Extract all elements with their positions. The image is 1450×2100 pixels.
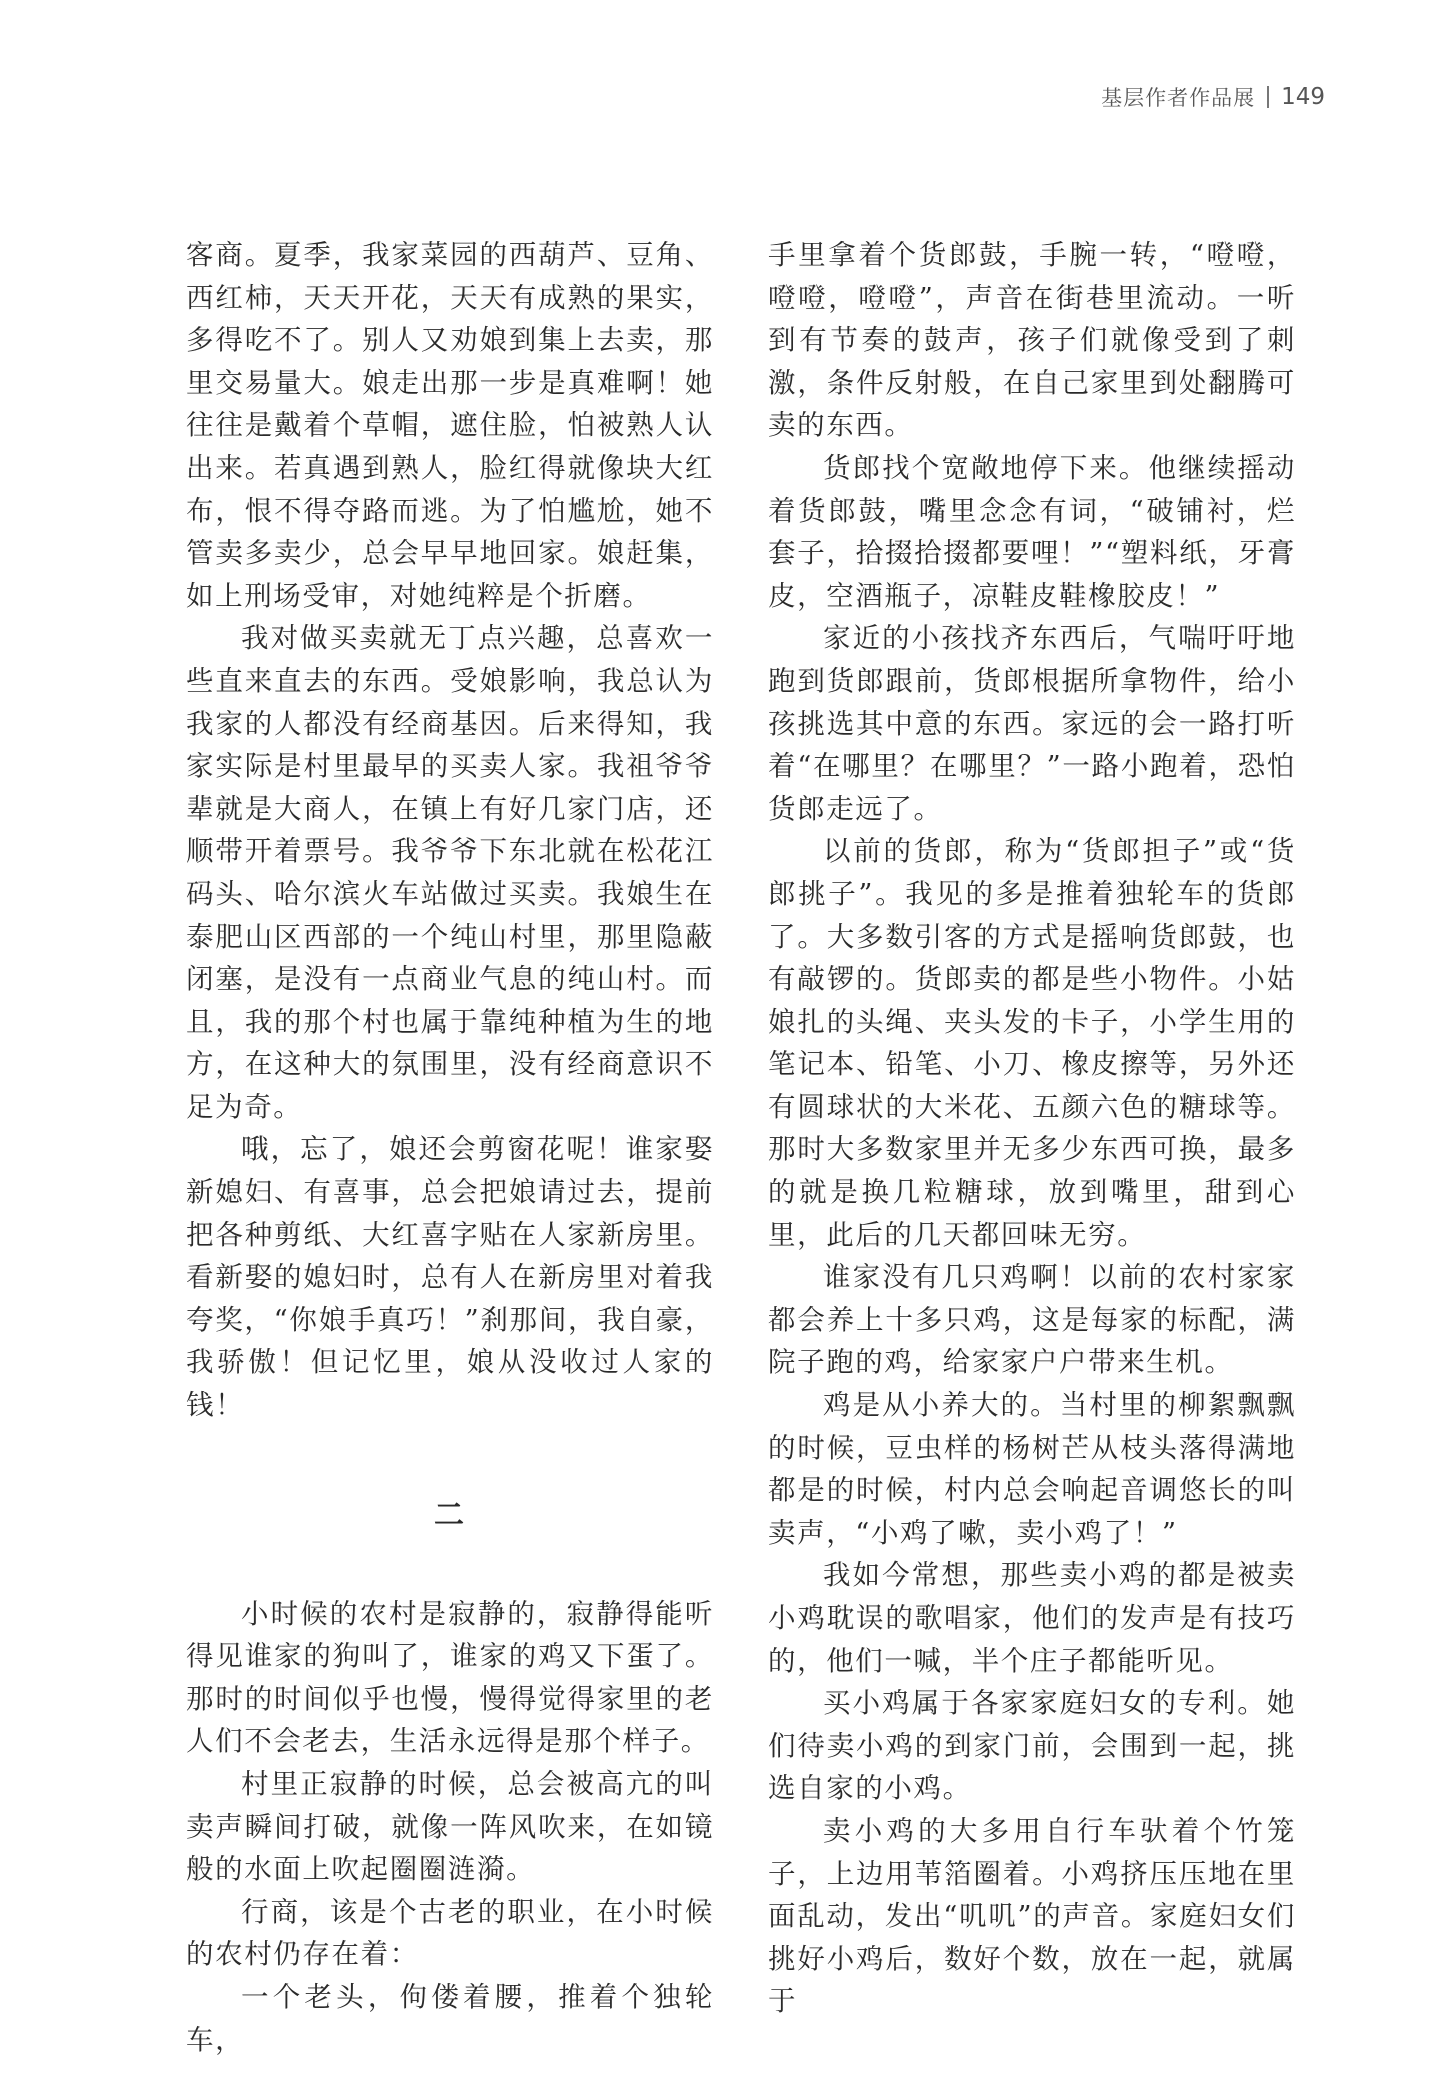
left-column bbox=[186, 234, 714, 2061]
paragraph: 货郎找个宽敞地停下来。他继续摇动着货郎鼓，嘴里念念有词，“破铺衬，烂套子，拾掇拾掇都要哩！”“塑料纸，牙膏皮，空酒瓶子，凉鞋皮鞋橡胶皮！” bbox=[768, 451, 1296, 612]
section-heading: 二 bbox=[434, 1497, 466, 1533]
paragraph: 卖小鸡的大多用自行车驮着个竹笼子，上边用苇箔圈着。小鸡挤压压地在里面乱动，发出“叽叽”的声音。家庭妇女们挑好小鸡后，数好个数，放在一起，就属于 bbox=[768, 1814, 1296, 2018]
paragraph: 我如今常想，那些卖小鸡的都是被卖小鸡耽误的歌唱家，他们的发声是有技巧的，他们一喊，半个庄子都能听见。 bbox=[768, 1559, 1296, 1677]
paragraph: 小时候的农村是寂静的，寂静得能听得见谁家的狗叫了，谁家的鸡又下蛋了。那时的时间似乎也慢，慢得觉得家里的老人们不会老去，生活永远得是那个样子。 bbox=[186, 1597, 714, 1758]
paragraph: 买小鸡属于各家家庭妇女的专利。她们待卖小鸡的到家门前，会围到一起，挑选自家的小鸡。 bbox=[768, 1687, 1296, 1805]
header-divider bbox=[1267, 86, 1269, 108]
running-header bbox=[1101, 82, 1325, 112]
paragraph: 鸡是从小养大的。当村里的柳絮飘飘的时候，豆虫样的杨树芒从枝头落得满地都是的时候，村内总会响起音调悠长的叫卖声，“小鸡了嗽，卖小鸡了！” bbox=[768, 1389, 1296, 1549]
right-column bbox=[768, 234, 1296, 2023]
paragraph: 家近的小孩找齐东西后，气喘吁吁地跑到货郎跟前，货郎根据所拿物件，给小孩挑选其中意的东西。家远的会一路打听着“在哪里？在哪里？”一路小跑着，恐怕货郎走远了。 bbox=[768, 622, 1296, 825]
paragraph: 我对做买卖就无丁点兴趣，总喜欢一些直来直去的东西。受娘影响，我总认为我家的人都没有经商基因。后来得知，我家实际是村里最早的买卖人家。我祖爷爷辈就是大商人，在镇上有好几家门店，还顺带开着票号。我爷爷下东北就在松花江码头、哈尔滨火车站做过买卖。我娘生在泰肥山区西部的一个纯山村里，那里隐蔽闭塞，是没有一点商业气息的纯山村。而且，我的那个村也属于靠纯种植为生的地方，在这种大的氛围里，没有经商意识不足为奇。 bbox=[186, 622, 714, 1123]
paragraph: 哦，忘了，娘还会剪窗花呢！谁家娶新媳妇、有喜事，总会把娘请过去，提前把各种剪纸、大红喜字贴在人家新房里。看新娶的媳妇时，总有人在新房里对着我夸奖，“你娘手真巧！”刹那间，我自豪，我骄傲！但记忆里，娘从没收过人家的钱！ bbox=[186, 1133, 714, 1422]
paragraph: 村里正寂静的时候，总会被高亢的叫卖声瞬间打破，就像一阵风吹来，在如镜般的水面上吹起圈圈涟漪。 bbox=[186, 1768, 714, 1886]
paragraph: 以前的货郎，称为“货郎担子”或“货郎挑子”。我见的多是推着独轮车的货郎了。大多数引客的方式是摇响货郎鼓，也有敲锣的。货郎卖的都是些小物件。小姑娘扎的头绳、夹头发的卡子，小学生用的笔记本、铅笔、小刀、橡皮擦等，另外还有圆球状的大米花、五颜六色的糖球等。那时大多数家里并无多少东西可换，最多的就是换几粒糖球，放到嘴里，甜到心里，此后的几天都回味无穷。 bbox=[768, 835, 1296, 1251]
paragraph: 一个老头，佝偻着腰，推着个独轮车， bbox=[186, 1980, 714, 2056]
paragraph: 谁家没有几只鸡啊！以前的农村家家都会养上十多只鸡，这是每家的标配，满院子跑的鸡，给家家户户带来生机。 bbox=[768, 1261, 1296, 1379]
paragraph: 手里拿着个货郎鼓，手腕一转，“噔噔，噔噔，噔噔”，声音在街巷里流动。一听到有节奏的鼓声，孩子们就像受到了刺激，条件反射般，在自己家里到处翻腾可卖的东西。 bbox=[768, 239, 1296, 442]
paragraph: 客商。夏季，我家菜园的西葫芦、豆角、西红柿，天天开花，天天有成熟的果实，多得吃不了。别人又劝娘到集上去卖，那里交易量大。娘走出那一步是真难啊！她往往是戴着个草帽，遮住脸，怕被熟人认出来。若真遇到熟人，脸红得就像块大红布，恨不得夺路而逃。为了怕尴尬，她不管卖多卖少，总会早早地回家。娘赶集，如上刑场受审，对她纯粹是个折磨。 bbox=[186, 239, 714, 612]
section-name: 基层作者作品展 bbox=[1101, 86, 1256, 110]
paragraph: 行商，该是个古老的职业，在小时候的农村仍存在着： bbox=[186, 1895, 714, 1971]
page-number: 149 bbox=[1281, 84, 1325, 110]
